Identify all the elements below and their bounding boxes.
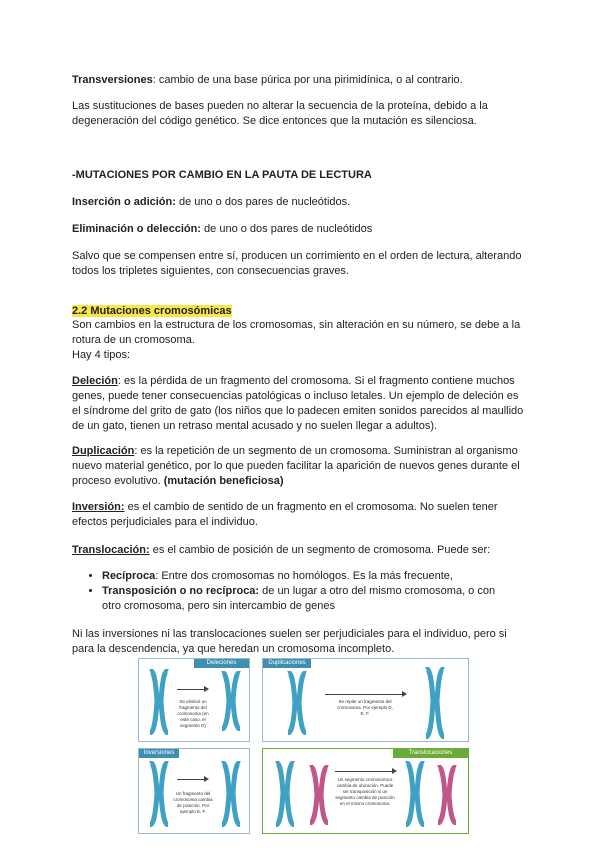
salvo-paragraph: Salvo que se compensen entre sí, producen un corrimiento en el orden de lectura, alterando todos los tripletes siguientes, con consecuencias graves. xyxy=(72,250,522,277)
figure-duplicaciones xyxy=(262,658,469,742)
arrow-icon xyxy=(335,771,395,772)
figure-inversiones-title: Inversiones xyxy=(139,749,179,758)
eliminacion-paragraph: Eliminación o delección: de uno o dos pares de nucleótidos xyxy=(72,223,373,235)
chromosome-icon xyxy=(307,765,331,825)
chromosome-icon xyxy=(273,761,297,827)
list-item-reciproca: • Recíproca: Entre dos cromosomas no homólogos. Es la más frecuente, xyxy=(102,569,562,584)
figure-deleciones-title: Deleciones xyxy=(194,659,249,668)
figure-translocaciones xyxy=(262,748,469,834)
chromosome-icon xyxy=(219,761,243,827)
chromosome-icon xyxy=(147,669,171,735)
translocacion-paragraph: Translocación: es el cambio de posición de un segmento de cromosoma. Puede ser: xyxy=(72,544,491,556)
figure-translocaciones-title: Translocaciones xyxy=(393,749,468,758)
transversiones-paragraph: Transversiones: cambio de una base púrica por una pirimidínica, o al contrario. xyxy=(72,74,463,86)
arrow-icon xyxy=(177,689,207,690)
chromosome-icon xyxy=(285,671,309,735)
chromosome-icon xyxy=(403,761,427,827)
delecion-paragraph: Deleción: es la pérdida de un fragmento del cromosoma. Si el fragmento contiene muchos genes, puede tener consecuencias patológicas o incluso letales. Un ejemplo de deleción es el síndrome del grito de gato (los niños que lo padecen emiten sonidos parecidos al maullido de un gato, tienen un retraso mental acusado y no suelen llegar a adultos). xyxy=(72,375,524,432)
duplicacion-paragraph: Duplicación: es la repetición de un segmento de un cromosoma. Suministran al organismo nuevo material genético, por lo que pueden facilitar la aparición de nuevos genes durante el proceso evolutivo. (mutación beneficiosa) xyxy=(72,445,520,487)
translocacion-list xyxy=(72,569,562,614)
figure-duplicaciones-title: Duplicaciones xyxy=(263,659,311,668)
chromosome-icon xyxy=(219,671,243,731)
caption-duplicaciones: Se repite un fragmento del cromosoma. Por ejemplo D, E, F. xyxy=(337,699,393,716)
transversiones-term: Transversiones xyxy=(72,74,153,86)
heading-mutaciones-cromosomicas: 2.2 Mutaciones cromosómicas xyxy=(72,305,232,317)
heading-pauta-lectura: -MUTACIONES POR CAMBIO EN LA PAUTA DE LECTURA xyxy=(72,169,372,181)
caption-deleciones: Se eliminó un fragmento del cromosoma (en este caso, el segmento D) xyxy=(177,699,209,728)
insercion-paragraph: Inserción o adición: de uno o dos pares de nucleótidos. xyxy=(72,196,351,208)
final-paragraph: Ni las inversiones ni las translocaciones suelen ser perjudiciales para el individuo, pero si para la descendencia, ya que heredan un cromosoma incompleto. xyxy=(72,628,507,655)
caption-inversiones: Un fragmento del cromosoma cambia de posición. Por ejemplo E, F. xyxy=(173,791,213,814)
inversion-paragraph: Inversión: es el cambio de sentido de un fragmento en el cromosoma. No suelen tener efectos perjudiciales para el individuo. xyxy=(72,501,498,528)
list-item-transposicion: • Transposición o no recíproca: de un lugar a otro del mismo cromosoma, o con otro cromosoma, pero sin intercambio de genes xyxy=(102,584,562,614)
figure-inversiones xyxy=(138,748,250,834)
chromosome-icon xyxy=(423,667,447,739)
caption-translocaciones: Un segmento cromosómico cambia de ubicación. Puede ser transposición si un segmento cambia de posición en el mismo cromosoma. xyxy=(335,777,395,806)
sustituciones-paragraph: Las sustituciones de bases pueden no alterar la secuencia de la proteína, debido a la degeneración del código genético. Se dice entonces que la mutación es silenciosa. xyxy=(72,100,488,127)
chromosome-icon xyxy=(435,765,459,825)
arrow-icon xyxy=(325,694,405,695)
arrow-icon xyxy=(177,779,207,780)
chromosome-icon xyxy=(147,761,171,827)
figure-deleciones xyxy=(138,658,250,742)
intro-paragraph: Son cambios en la estructura de los cromosomas, sin alteración en su número, se debe a la rotura de un cromosoma. Hay 4 tipos: xyxy=(72,319,521,361)
